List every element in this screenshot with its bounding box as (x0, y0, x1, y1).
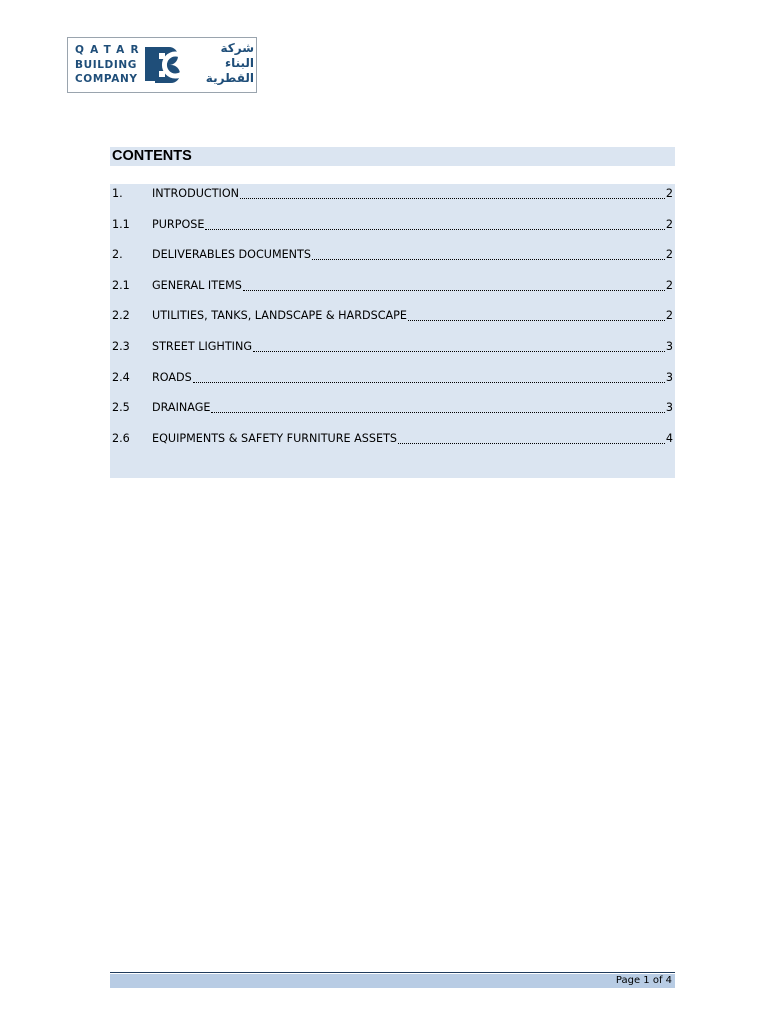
toc-entry-page: 3 (665, 340, 673, 353)
toc-entry[interactable] (110, 216, 675, 234)
logo-arabic-name (186, 41, 254, 86)
toc-header-band (110, 147, 675, 166)
toc-entry-page: 2 (665, 278, 673, 292)
toc-entry[interactable] (110, 399, 675, 417)
toc-entry-page: 3 (665, 401, 673, 415)
toc-dot-leader (243, 277, 665, 291)
logo-ar-line-2: البناء (224, 56, 254, 70)
toc-entry-page: 3 (665, 370, 673, 384)
toc-entry[interactable] (110, 246, 675, 264)
logo-line-3: COMPANY (75, 73, 138, 85)
toc-dot-leader (408, 307, 665, 321)
toc-entry-number: 2.2 (112, 309, 130, 323)
logo-ar-line-3: القطرية (205, 71, 254, 85)
toc-entry-line (152, 307, 673, 325)
logo-line-1: QATAR (75, 44, 145, 56)
toc-entry[interactable] (110, 277, 675, 295)
toc-entry-label: DELIVERABLES DOCUMENTS (152, 248, 311, 262)
toc-entry-number: 2.6 (112, 431, 130, 445)
toc-dot-leader (398, 430, 665, 444)
logo-mark-icon (143, 43, 185, 87)
toc-entry-label: GENERAL ITEMS (152, 278, 242, 292)
toc-entry-label: ROADS (152, 370, 192, 384)
toc-dot-leader (253, 338, 665, 352)
toc-entry-number: 1.1 (112, 217, 130, 231)
logo-ar-line-1: شركة (220, 41, 254, 55)
toc-entry[interactable] (110, 430, 675, 448)
toc-entry-number: 2. (112, 248, 123, 262)
toc-entry[interactable] (110, 185, 675, 203)
toc-entry-label: PURPOSE (152, 217, 205, 231)
toc-entry-line (152, 430, 673, 448)
table-of-contents (110, 184, 675, 478)
logo-line-2: BUILDING (75, 58, 137, 71)
toc-entry-number: 2.1 (112, 278, 130, 292)
toc-entry-number: 1. (112, 187, 123, 200)
company-logo (67, 37, 257, 93)
toc-entry-line (152, 185, 673, 203)
footer-bar (110, 974, 675, 988)
footer-rule (110, 972, 675, 973)
toc-entry[interactable] (110, 369, 675, 387)
toc-entry-page: 4 (665, 431, 673, 445)
toc-entry-line (152, 246, 673, 264)
toc-entry-number: 2.5 (112, 401, 130, 415)
toc-entry-line (152, 277, 673, 295)
toc-title: CONTENTS (112, 148, 192, 164)
toc-entry-label: UTILITIES, TANKS, LANDSCAPE & HARDSCAPE (152, 309, 407, 323)
toc-dot-leader (211, 399, 664, 413)
toc-entry-page: 2 (665, 217, 673, 231)
toc-entry[interactable] (110, 338, 675, 356)
toc-entry-page: 2 (665, 248, 673, 262)
toc-entry-label: STREET LIGHTING (152, 340, 253, 353)
toc-dot-leader (193, 369, 665, 383)
toc-entry-page: 2 (665, 309, 673, 323)
page-number: Page 1 of 4 (615, 975, 672, 986)
toc-dot-leader (205, 216, 664, 230)
toc-entry-label: DRAINAGE (152, 401, 211, 415)
toc-entry-label: INTRODUCTION (152, 187, 240, 200)
toc-entry-number: 2.3 (112, 340, 130, 353)
toc-entry-line (152, 338, 673, 356)
toc-dot-leader (240, 185, 665, 199)
toc-entry-number: 2.4 (112, 370, 130, 384)
toc-entry-line (152, 399, 673, 417)
toc-entry-label: EQUIPMENTS & SAFETY FURNITURE ASSETS (152, 431, 398, 445)
toc-entry[interactable] (110, 307, 675, 325)
toc-dot-leader (312, 246, 665, 260)
toc-entry-page: 2 (665, 187, 673, 200)
logo-english-name (75, 43, 143, 87)
toc-entry-line (152, 216, 673, 234)
toc-entry-line (152, 369, 673, 387)
